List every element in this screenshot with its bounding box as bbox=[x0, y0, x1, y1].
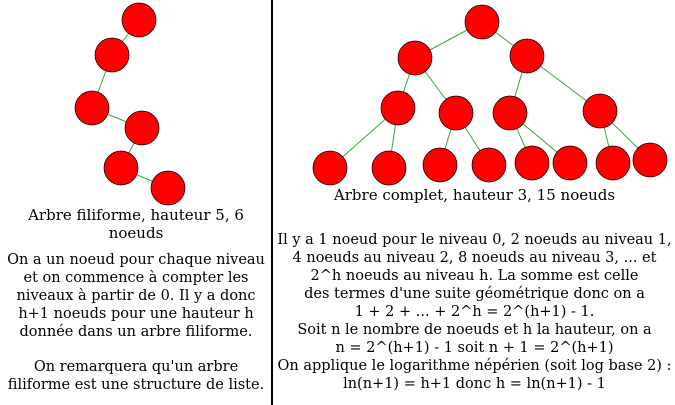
complete-node bbox=[313, 151, 347, 185]
complete-node bbox=[633, 143, 667, 177]
text-line: et on commence à compter les bbox=[23, 270, 249, 286]
filiform-node bbox=[151, 171, 185, 205]
filiform-node bbox=[75, 91, 109, 125]
complete-node bbox=[472, 148, 506, 182]
filiform-explanation bbox=[0, 251, 272, 341]
text-line: niveaux à partir de 0. Il y a donc bbox=[16, 288, 256, 304]
complete-node bbox=[553, 146, 587, 180]
complete-explanation bbox=[274, 231, 675, 393]
filiform-node bbox=[125, 111, 159, 145]
complete-node bbox=[372, 151, 406, 185]
text-line: h+1 noeuds pour une hauteur h bbox=[18, 306, 254, 322]
text-line: Soit n le nombre de noeuds et h la hauteur, on a bbox=[297, 322, 652, 338]
text-line: 2^h noeuds au niveau h. La somme est celle bbox=[310, 268, 639, 284]
filiform-caption: Arbre filiforme, hauteur 5, 6 noeuds bbox=[28, 206, 244, 242]
text-line: des termes d'une suite géométrique donc on a bbox=[304, 286, 645, 302]
text-line: 4 noeuds au niveau 2, 8 noeuds au niveau 3, ... et bbox=[292, 250, 657, 266]
filiform-node bbox=[122, 3, 156, 37]
text-line: On applique le logarithme népérien (soit log base 2) : bbox=[277, 358, 672, 374]
complete-node bbox=[439, 96, 473, 130]
complete-node bbox=[583, 94, 617, 128]
text-line: On remarquera qu'un arbre bbox=[33, 359, 239, 375]
text-line: 1 + 2 + ... + 2^h = 2^(h+1) - 1. bbox=[354, 304, 595, 320]
filiform-node bbox=[95, 38, 129, 72]
filiform-remark bbox=[0, 358, 272, 394]
text-line: ln(n+1) = h+1 donc h = ln(n+1) - 1 bbox=[343, 376, 606, 392]
filiform-nodes bbox=[75, 3, 185, 205]
filiform-node bbox=[104, 151, 138, 185]
text-line: Il y a 1 noeud pour le niveau 0, 2 noeuds au niveau 1, bbox=[277, 232, 672, 248]
complete-node bbox=[465, 5, 499, 39]
complete-node bbox=[515, 146, 549, 180]
complete-node bbox=[381, 91, 415, 125]
complete-node bbox=[510, 39, 544, 73]
filiform-tree bbox=[75, 3, 185, 205]
complete-node bbox=[493, 96, 527, 130]
text-line: donnée dans un arbre filiforme. bbox=[19, 324, 253, 340]
complete-tree bbox=[313, 5, 667, 185]
complete-nodes bbox=[313, 5, 667, 185]
text-line: n = 2^(h+1) - 1 soit n + 1 = 2^(h+1) bbox=[335, 340, 614, 356]
complete-caption: Arbre complet, hauteur 3, 15 noeuds bbox=[333, 186, 616, 204]
text-line: filiforme est une structure de liste. bbox=[7, 377, 265, 393]
complete-node bbox=[596, 146, 630, 180]
text-line: On a un noeud pour chaque niveau bbox=[7, 252, 265, 268]
complete-node bbox=[423, 148, 457, 182]
complete-node bbox=[398, 41, 432, 75]
